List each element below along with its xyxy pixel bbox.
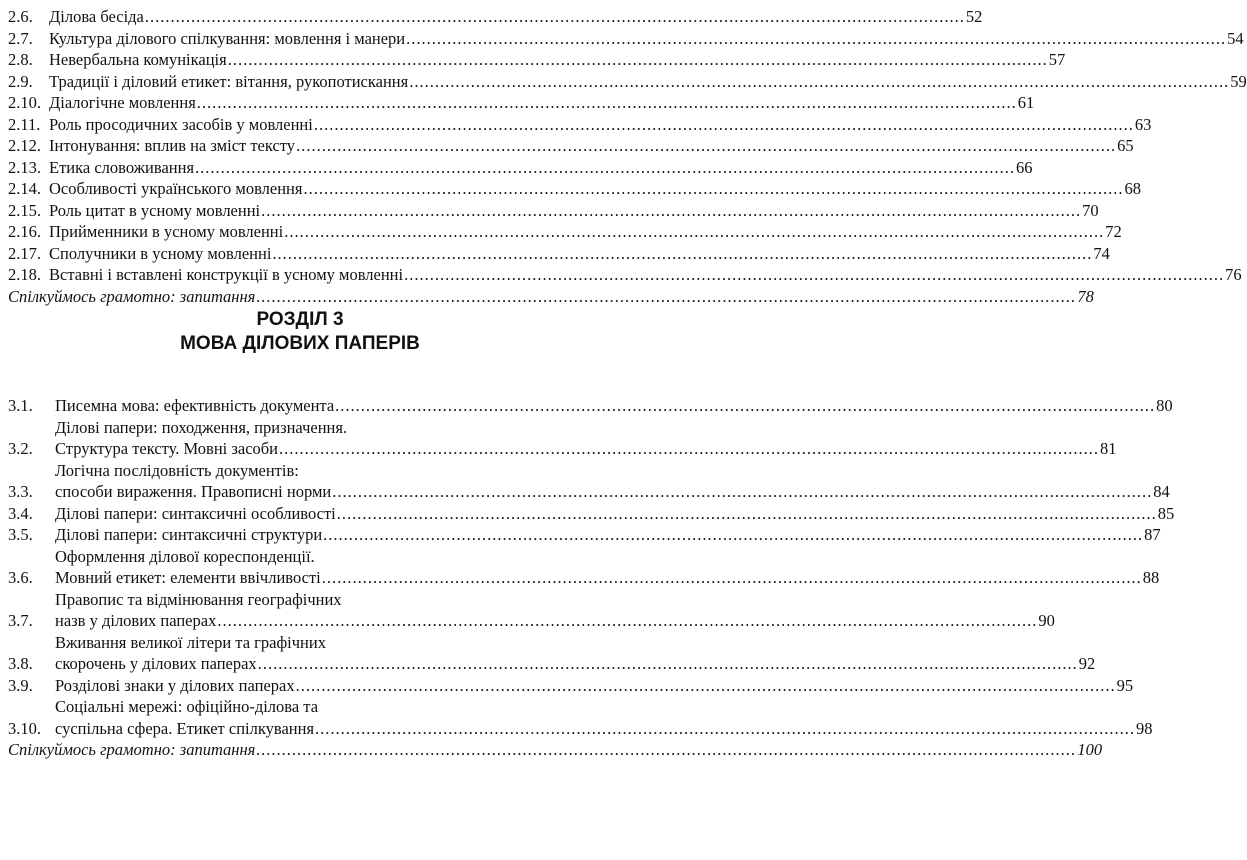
toc-entry-title-line: Соціальні мережі: офіційно-ділова та [55,697,319,716]
toc-entry-title: Структура тексту. Мовні засоби [55,439,279,458]
toc-entry-number: 3.2. [8,439,33,458]
dot-leader: ................................................................................................................................................................ [279,439,1100,458]
dot-leader: ................................................................................................................................................................ [261,200,1082,220]
toc-entry-title-line: Вживання великої літери та графічних [55,632,326,652]
toc-entry [8,675,1134,697]
toc-entry-page-number: 92 [1078,654,1096,673]
toc-entry-number: 3.3. [8,482,33,501]
toc-entry [8,460,1170,503]
toc-entry-title: Інтонування: вплив на зміст тексту [49,136,296,155]
toc-entry-number: 2.6. [8,7,33,26]
toc-entry [8,589,1055,632]
toc-entry-title: Писемна мова: ефективність документа [55,396,335,415]
section-title: МОВА ДІЛОВИХ ПАПЕРІВ [180,333,420,354]
toc-entry-number: 2.7. [8,28,33,48]
toc-entry [8,135,1134,157]
toc-entry-title: способи вираження. Правописні норми [55,482,332,501]
toc-entry-page-number: 81 [1100,439,1117,458]
dot-leader: ................................................................................................................................................................ [256,740,1077,759]
toc-entry [8,114,1152,136]
toc-entry-page-number: 76 [1225,265,1242,284]
toc-entry [8,157,1033,179]
toc-entry-number: 2.17. [8,243,41,263]
dot-leader: ................................................................................................................................................................ [406,28,1227,48]
toc-entry-title: назв у ділових паперах [55,611,217,630]
toc-entry-title: Спілкуймось грамотно: запитання [8,286,256,306]
dot-leader: ................................................................................................................................................................ [303,179,1124,198]
toc-entry-number: 2.16. [8,222,41,241]
dot-leader: ................................................................................................................................................................ [295,675,1116,695]
toc-entry-title: суспільна сфера. Етикет спілкування [55,718,315,738]
toc-entry-page-number: 95 [1116,675,1134,695]
toc-entry-title: Прийменники в усному мовленні [49,222,284,241]
dot-leader: ................................................................................................................................................................ [272,243,1093,263]
toc-entry-number: 3.4. [8,503,33,523]
toc-entry [8,696,1153,739]
toc-entry-title: Мовний етикет: елементи ввічливості [55,568,321,587]
toc-entry [8,395,1173,417]
dot-leader: ................................................................................................................................................................ [332,482,1153,501]
toc-entry-title-line: Правопис та відмінювання географічних [55,589,342,609]
dot-leader: ................................................................................................................................................................ [256,286,1077,306]
toc-entry-page-number: 90 [1038,611,1055,630]
dot-leader: ................................................................................................................................................................ [144,7,965,26]
toc-entry-number: 2.8. [8,50,33,69]
toc-entry [8,28,1244,50]
toc-entry-page-number: 74 [1093,243,1110,263]
toc-entry-title-line: Оформлення ділової кореспонденції. [55,546,315,566]
toc-entry [8,546,1160,589]
toc-entry-page-number: 72 [1105,222,1122,241]
toc-entry-number: 3.9. [8,675,33,695]
table-of-contents-part-2 [8,395,1175,761]
dot-leader: ................................................................................................................................................................ [321,568,1142,587]
toc-entry-title: Невербальна комунікація [49,50,227,69]
toc-entry [8,178,1141,200]
dot-leader: ................................................................................................................................................................ [315,718,1136,738]
toc-entry [8,200,1099,222]
toc-entry-title-line: Ділові папери: походження, призначення. [55,417,348,437]
toc-entry-number: 2.10. [8,93,41,112]
toc-entry [8,632,1096,675]
toc-entry-page-number: 80 [1156,396,1173,415]
toc-entry-page-number: 98 [1136,718,1153,738]
toc-entry-title: Роль просодичних засобів у мовленні [49,114,313,134]
toc-entry-page-number: 52 [965,7,983,26]
toc-entry-page-number: 88 [1142,568,1160,587]
table-of-contents-part-1 [8,6,1247,307]
toc-entry-title: Діалогічне мовлення [49,93,196,112]
toc-entry-number: 2.9. [8,71,33,91]
toc-entry [8,71,1247,93]
section-label: РОЗДІЛ 3 [256,309,344,330]
toc-entry-page-number: 66 [1016,157,1033,177]
toc-entry [8,221,1122,243]
toc-entry-number: 3.10. [8,718,41,738]
toc-entry-title-line: Логічна послідовність документів: [55,460,299,480]
toc-entry-page-number: 100 [1077,740,1103,759]
dot-leader: ................................................................................................................................................................ [336,503,1157,523]
toc-entry [8,264,1242,286]
toc-entry-title: Культура ділового спілкування: мовлення і манери [49,28,406,48]
toc-entry [8,503,1175,525]
toc-entry-title: Спілкуймось грамотно: запитання [8,740,256,759]
toc-entry-title: Особливості українського мовлення [49,179,303,198]
toc-entry-number: 3.7. [8,611,33,630]
toc-entry [8,417,1117,460]
dot-leader: ................................................................................................................................................................ [195,157,1016,177]
toc-entry-title: Роль цитат в усному мовленні [49,200,261,220]
toc-entry-number: 2.11. [8,114,41,134]
dot-leader: ................................................................................................................................................................ [335,396,1156,415]
toc-entry-page-number: 54 [1227,28,1244,48]
toc-entry-page-number: 87 [1144,525,1161,544]
toc-entry [8,6,983,28]
dot-leader: ................................................................................................................................................................ [196,93,1017,112]
toc-entry-page-number: 57 [1048,50,1066,69]
toc-entry-page-number: 63 [1134,114,1152,134]
toc-entry [8,243,1110,265]
dot-leader: ................................................................................................................................................................ [217,611,1038,630]
toc-entry-title: Ділова бесіда [49,7,144,26]
dot-leader: ................................................................................................................................................................ [296,136,1117,155]
toc-entry [8,286,1094,308]
dot-leader: ................................................................................................................................................................ [313,114,1134,134]
toc-entry [8,739,1103,761]
toc-entry-title: Сполучники в усному мовленні [49,243,272,263]
toc-entry-title: Етика словоживання [49,157,195,177]
toc-entry-page-number: 78 [1077,286,1094,306]
toc-entry-title: скорочень у ділових паперах [55,654,257,673]
toc-entry-number: 3.5. [8,525,33,544]
dot-leader: ................................................................................................................................................................ [284,222,1105,241]
toc-entry-page-number: 84 [1153,482,1170,501]
toc-entry-number: 2.12. [8,136,41,155]
toc-entry-number: 3.6. [8,568,33,587]
toc-entry-page-number: 68 [1124,179,1141,198]
toc-entry-page-number: 65 [1117,136,1134,155]
dot-leader: ................................................................................................................................................................ [227,50,1048,69]
toc-entry-number: 3.8. [8,654,33,673]
toc-entry-page-number: 61 [1017,93,1035,112]
toc-entry-page-number: 59 [1230,71,1247,91]
toc-entry-title: Вставні і вставлені конструкції в усному мовленні [49,265,404,284]
dot-leader: ................................................................................................................................................................ [323,525,1144,544]
toc-entry [8,92,1035,114]
toc-entry [8,524,1161,546]
toc-entry-number: 2.14. [8,179,41,198]
dot-leader: ................................................................................................................................................................ [409,71,1230,91]
toc-entry-number: 2.18. [8,265,41,284]
toc-entry-number: 2.15. [8,200,41,220]
toc-entry [8,49,1066,71]
toc-entry-title: Ділові папери: синтаксичні особливості [55,503,336,523]
toc-entry-title: Традиції і діловий етикет: вітання, рукопотискання [49,71,409,91]
toc-entry-page-number: 85 [1157,503,1175,523]
toc-entry-page-number: 70 [1082,200,1099,220]
toc-entry-title: Розділові знаки у ділових паперах [55,675,295,695]
dot-leader: ................................................................................................................................................................ [257,654,1078,673]
toc-entry-title: Ділові папери: синтаксичні структури [55,525,323,544]
toc-entry-number: 2.13. [8,157,41,177]
section-heading [0,308,600,356]
toc-entry-number: 3.1. [8,396,33,415]
dot-leader: ................................................................................................................................................................ [404,265,1225,284]
